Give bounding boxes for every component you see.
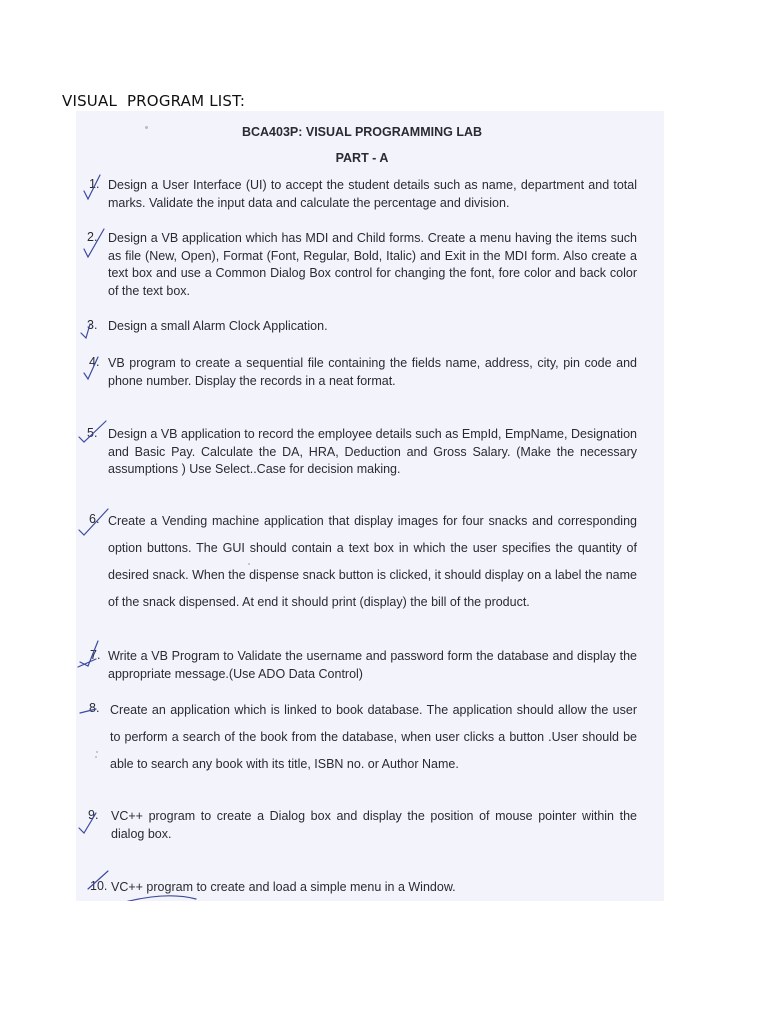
item-text: Write a VB Program to Validate the username and password form the database and display the appropriate message.(Use ADO Data Control) [108, 649, 637, 681]
item-number: 7. [90, 648, 101, 662]
item-number: 2. [87, 230, 98, 244]
item-number: 10. [90, 879, 108, 893]
item-text: Design a VB application which has MDI and Child forms. Create a menu having the items such as file (New, Open), Format (Font, Regular, Bold, Italic) and Exit in the MDI form. Also create a text box and use a Common Dialog Box control for changing the font, fore color and back color of the text box. [108, 231, 637, 298]
item-text: Design a User Interface (UI) to accept the student details such as name, department and total marks. Validate the input data and calculate the percentage and division. [108, 178, 637, 210]
item-text: Create a Vending machine application that display images for four snacks and corresponding option buttons. The GUI should contain a text box in which the user specifies the quantity of desired snack. When the dispense snack button is clicked, it should display on a label the name of the snack dispensed. At end it should print (display) the bill of the product. [108, 514, 637, 609]
item-number: 8. [89, 701, 100, 715]
item-number: 6. [89, 512, 100, 526]
item-number: 5. [87, 426, 98, 440]
item-text: Design a VB application to record the employee details such as EmpId, EmpName, Designation and Basic Pay. Calculate the DA, HRA, Deduction and Gross Salary. (Make the necessary assumptions ) Use Select..Case for decision making. [108, 427, 637, 476]
item-number: 9. [88, 808, 99, 822]
item-text: Design a small Alarm Clock Application. [108, 319, 328, 333]
item-text: VB program to create a sequential file containing the fields name, address, city, pin code and phone number. Display the records in a neat format. [108, 356, 637, 388]
course-title: BCA403P: VISUAL PROGRAMMING LAB [241, 125, 483, 139]
checkmark-icon [76, 111, 664, 901]
item-number: 1. [89, 177, 100, 191]
item-text: VC++ program to create a Dialog box and display the position of mouse pointer within the dialog box. [111, 809, 637, 841]
item-number: 3. [87, 318, 98, 332]
item-text: VC++ program to create and load a simple menu in a Window. [111, 880, 456, 894]
page-title: VISUAL PROGRAM LIST: [62, 92, 246, 110]
item-number: 4. [89, 355, 100, 369]
item-text: Create an application which is linked to book database. The application should allow the user to perform a search of the book from the database, when user clicks a button .User should be able to search any book with its title, ISBN no. or Author Name. [110, 703, 637, 771]
part-title: PART - A [335, 151, 389, 165]
scanned-lab-sheet [76, 111, 664, 901]
